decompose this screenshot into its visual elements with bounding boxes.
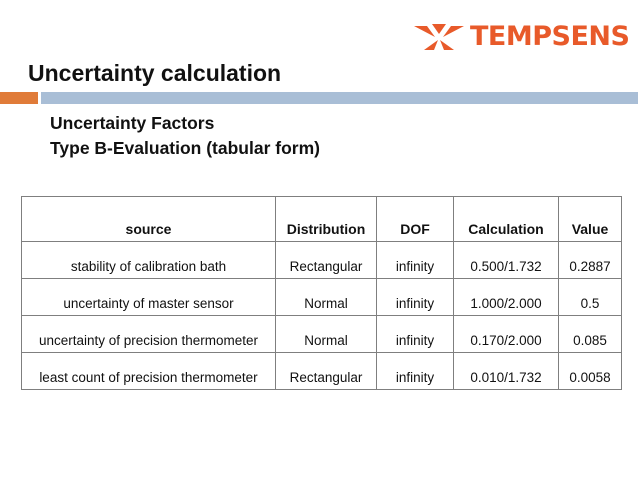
subtitle-type-b-evaluation: Type B-Evaluation (tabular form) xyxy=(50,138,320,158)
brand-name: TEMPSENS xyxy=(470,21,630,52)
table-row xyxy=(22,316,622,353)
cell-calculation: 0.500/1.732 xyxy=(454,242,559,279)
cell-value: 0.5 xyxy=(559,279,622,316)
cell-calculation: 1.000/2.000 xyxy=(454,279,559,316)
cell-dof: infinity xyxy=(377,316,454,353)
cell-distribution: Rectangular xyxy=(276,242,377,279)
header-value: Value xyxy=(559,197,622,242)
cell-value: 0.0058 xyxy=(559,353,622,390)
table-row xyxy=(22,353,622,390)
cell-calculation: 0.170/2.000 xyxy=(454,316,559,353)
cell-distribution: Rectangular xyxy=(276,353,377,390)
cell-source: uncertainty of master sensor xyxy=(22,279,276,316)
cell-dof: infinity xyxy=(377,279,454,316)
table-row xyxy=(22,242,622,279)
cell-distribution: Normal xyxy=(276,279,377,316)
tempsens-triangles-icon xyxy=(412,22,466,52)
header-dof: DOF xyxy=(377,197,454,242)
cell-source: stability of calibration bath xyxy=(22,242,276,279)
cell-calculation: 0.010/1.732 xyxy=(454,353,559,390)
cell-dof: infinity xyxy=(377,242,454,279)
brand-logo xyxy=(412,22,629,52)
header-calculation: Calculation xyxy=(454,197,559,242)
cell-distribution: Normal xyxy=(276,316,377,353)
header-distribution: Distribution xyxy=(276,197,377,242)
table-row xyxy=(22,279,622,316)
title-divider-bar xyxy=(41,92,638,104)
accent-bar xyxy=(0,92,38,104)
page-title: Uncertainty calculation xyxy=(28,60,282,86)
uncertainty-table xyxy=(21,196,622,390)
cell-value: 0.085 xyxy=(559,316,622,353)
table-header-row xyxy=(22,197,622,242)
header-source: source xyxy=(22,197,276,242)
cell-dof: infinity xyxy=(377,353,454,390)
subtitle-uncertainty-factors: Uncertainty Factors xyxy=(50,113,215,133)
cell-source: uncertainty of precision thermometer xyxy=(22,316,276,353)
cell-value: 0.2887 xyxy=(559,242,622,279)
cell-source: least count of precision thermometer xyxy=(22,353,276,390)
